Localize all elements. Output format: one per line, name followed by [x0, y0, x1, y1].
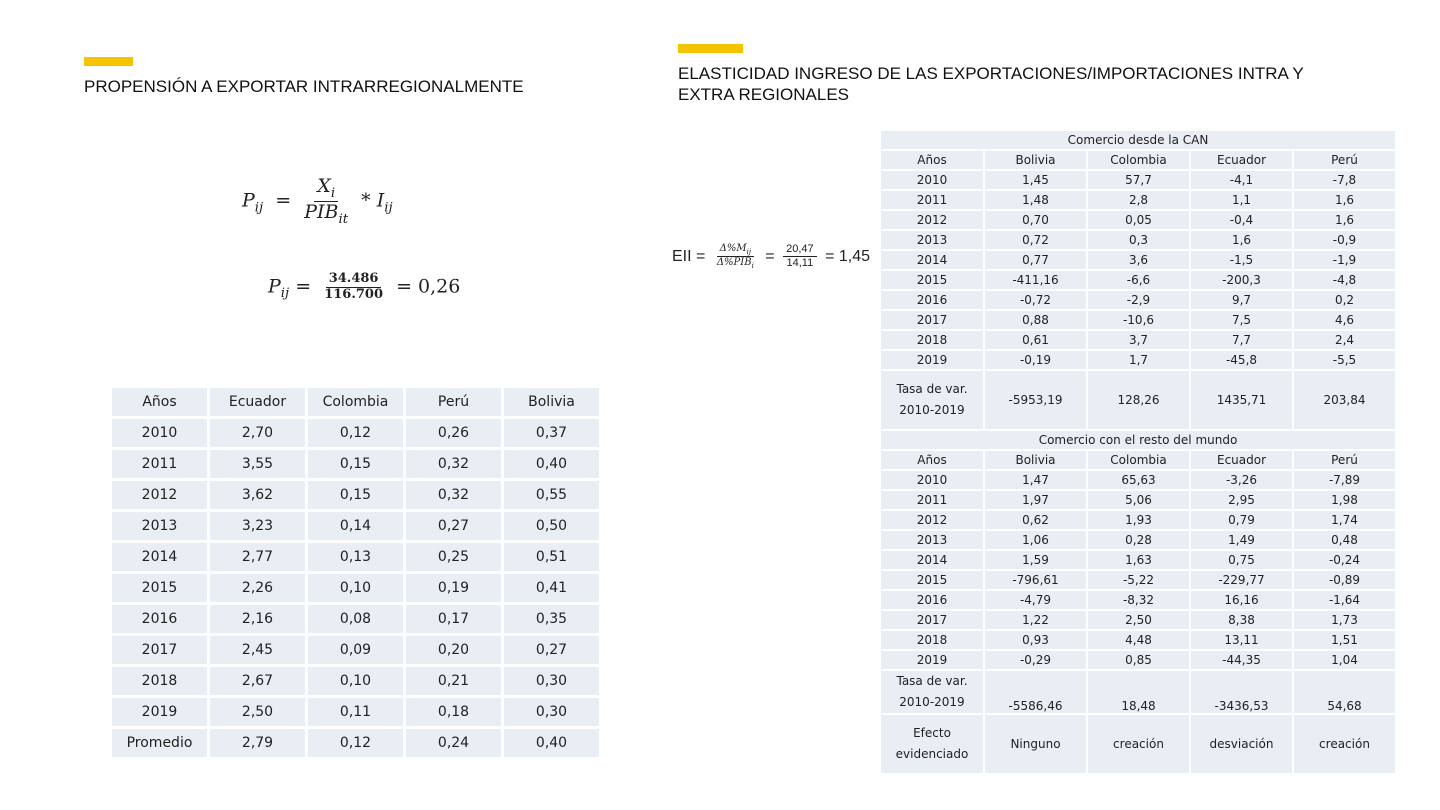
- table-cell: 2016: [112, 605, 207, 633]
- table-cell: 2011: [881, 491, 983, 509]
- table-row: [881, 231, 1395, 249]
- table-cell: 0,17: [406, 605, 501, 633]
- table-row: [112, 667, 599, 695]
- efecto-row-value: desviación: [1191, 715, 1292, 773]
- header-cell: Perú: [1294, 151, 1395, 169]
- table-row: [881, 511, 1395, 529]
- table-cell: 2,95: [1191, 491, 1292, 509]
- table-cell: -0,4: [1191, 211, 1292, 229]
- efecto-row-value: creación: [1294, 715, 1395, 773]
- elasticity-values-den: 14,11: [786, 257, 814, 270]
- table-cell: 0,24: [406, 729, 501, 757]
- table-row: [881, 571, 1395, 589]
- table-cell: 2,70: [210, 419, 305, 447]
- table-row: [881, 631, 1395, 649]
- header-cell: Ecuador: [1191, 451, 1292, 469]
- table-row: [112, 450, 599, 478]
- table-cell: 16,16: [1191, 591, 1292, 609]
- result-value: = 0,26: [396, 275, 461, 298]
- table-cell: -5,5: [1294, 351, 1395, 369]
- table-cell: -0,9: [1294, 231, 1395, 249]
- result-lhs: P: [268, 275, 281, 298]
- header-cell: Colombia: [1088, 451, 1189, 469]
- formula-lhs: P: [242, 189, 255, 212]
- formula-fraction: [301, 176, 351, 227]
- table-cell: -1,5: [1191, 251, 1292, 269]
- table-cell: 0,2: [1294, 291, 1395, 309]
- formula-lhs-sub: ij: [254, 200, 264, 216]
- table-cell: -2,9: [1088, 291, 1189, 309]
- table-row: [881, 471, 1395, 489]
- header-cell: Bolivia: [985, 151, 1086, 169]
- table-cell: 2012: [881, 211, 983, 229]
- table-cell: 0,30: [504, 698, 599, 726]
- table-row: [881, 331, 1395, 349]
- tasa-row-label: [881, 371, 983, 429]
- table-row: [881, 171, 1395, 189]
- table-cell: 2,50: [1088, 611, 1189, 629]
- table-row: [112, 543, 599, 571]
- table-cell: -6,6: [1088, 271, 1189, 289]
- section-title-mundo-row: [881, 431, 1395, 449]
- table-row: [112, 729, 599, 757]
- table-cell: 2016: [881, 291, 983, 309]
- table-cell: 0,18: [406, 698, 501, 726]
- table-cell: 2017: [112, 636, 207, 664]
- table-cell: 0,30: [504, 667, 599, 695]
- elasticity-lhs: EII =: [672, 247, 706, 265]
- table-cell: 5,06: [1088, 491, 1189, 509]
- tasa-row: [881, 371, 1395, 429]
- table-cell: 4,48: [1088, 631, 1189, 649]
- table-cell: 1,6: [1191, 231, 1292, 249]
- table-cell: 0,14: [308, 512, 403, 540]
- table-cell: 2014: [881, 551, 983, 569]
- table-cell: 1,73: [1294, 611, 1395, 629]
- tasa-row-label: [881, 671, 983, 713]
- table-cell: 0,10: [308, 574, 403, 602]
- table-cell: 0,15: [308, 450, 403, 478]
- table-cell: -10,6: [1088, 311, 1189, 329]
- elasticity-values-fraction: [783, 243, 817, 269]
- table-cell: 13,11: [1191, 631, 1292, 649]
- table-cell: -0,72: [985, 291, 1086, 309]
- table-cell: 0,55: [504, 481, 599, 509]
- table-cell: -200,3: [1191, 271, 1292, 289]
- table-cell: 1,98: [1294, 491, 1395, 509]
- table-cell: -45,8: [1191, 351, 1292, 369]
- label-line: Tasa de var.: [896, 382, 968, 396]
- elasticity-values-num: 20,47: [783, 243, 817, 257]
- table-cell: 0,72: [985, 231, 1086, 249]
- elasticity-eq: =: [765, 247, 775, 265]
- table-row: [881, 531, 1395, 549]
- table-cell: 7,7: [1191, 331, 1292, 349]
- table-cell: -0,89: [1294, 571, 1395, 589]
- table-cell: 0,12: [308, 419, 403, 447]
- table-cell: 2018: [112, 667, 207, 695]
- label-line: 2010-2019: [899, 403, 965, 417]
- table-cell: 2,8: [1088, 191, 1189, 209]
- table-cell: 0,62: [985, 511, 1086, 529]
- elasticity-numerator: $\Delta\%M_{ij}$: [717, 243, 754, 257]
- table-cell: 3,7: [1088, 331, 1189, 349]
- table-cell: 2013: [112, 512, 207, 540]
- header-cell: Bolivia: [985, 451, 1086, 469]
- table-cell: 1,45: [985, 171, 1086, 189]
- table-cell: 2012: [112, 481, 207, 509]
- table-cell: 0,25: [406, 543, 501, 571]
- table-cell: 1,6: [1294, 191, 1395, 209]
- propension-result-formula: [268, 272, 460, 303]
- table-cell: -1,64: [1294, 591, 1395, 609]
- table-cell: 0,32: [406, 481, 501, 509]
- table-cell: 1,04: [1294, 651, 1395, 669]
- label-line: 2010-2019: [899, 695, 965, 709]
- table-cell: 0,09: [308, 636, 403, 664]
- table-header-row: [881, 151, 1395, 169]
- header-cell: Perú: [406, 388, 501, 416]
- table-cell: 0,61: [985, 331, 1086, 349]
- table-cell: 2011: [881, 191, 983, 209]
- table-cell: -0,19: [985, 351, 1086, 369]
- table-row: [881, 611, 1395, 629]
- table-row: [881, 551, 1395, 569]
- table-cell: 8,38: [1191, 611, 1292, 629]
- table-cell: 1,47: [985, 471, 1086, 489]
- table-cell: 2019: [881, 651, 983, 669]
- table-row: [881, 271, 1395, 289]
- table-cell: 0,28: [1088, 531, 1189, 549]
- tasa-row-value: -3436,53: [1191, 671, 1292, 713]
- result-denominator: 116.700: [324, 286, 384, 302]
- table-cell: 2015: [881, 571, 983, 589]
- table-cell: 2019: [112, 698, 207, 726]
- table-cell: 9,7: [1191, 291, 1292, 309]
- table-row: [112, 636, 599, 664]
- table-cell: 2018: [881, 331, 983, 349]
- table-cell: 2017: [881, 611, 983, 629]
- header-cell: Ecuador: [1191, 151, 1292, 169]
- table-header-row: [881, 451, 1395, 469]
- header-cell: Años: [881, 151, 983, 169]
- tasa-row: [881, 671, 1395, 713]
- table-cell: -3,26: [1191, 471, 1292, 489]
- table-cell: 2,4: [1294, 331, 1395, 349]
- table-cell: 0,93: [985, 631, 1086, 649]
- table-cell: -4,1: [1191, 171, 1292, 189]
- table-cell: 57,7: [1088, 171, 1189, 189]
- table-cell: 3,62: [210, 481, 305, 509]
- table-cell: 2018: [881, 631, 983, 649]
- table-cell: -411,16: [985, 271, 1086, 289]
- table-cell: -4,79: [985, 591, 1086, 609]
- right-title-line1: ELASTICIDAD INGRESO DE LAS EXPORTACIONES/IMPORTACIONES INTRA Y: [678, 64, 1304, 83]
- table-cell: 2,50: [210, 698, 305, 726]
- table-cell: 1,74: [1294, 511, 1395, 529]
- table-cell: 0,21: [406, 667, 501, 695]
- table-row: [112, 698, 599, 726]
- table-cell: 0,35: [504, 605, 599, 633]
- table-row: [881, 651, 1395, 669]
- table-cell: 1,48: [985, 191, 1086, 209]
- table-cell: -1,9: [1294, 251, 1395, 269]
- tasa-row-value: 128,26: [1088, 371, 1189, 429]
- table-cell: 0,19: [406, 574, 501, 602]
- table-cell: 0,40: [504, 729, 599, 757]
- table-cell: 2017: [881, 311, 983, 329]
- table-cell: 2010: [881, 171, 983, 189]
- formula-times-sub: ij: [384, 200, 393, 216]
- table-cell: 0,48: [1294, 531, 1395, 549]
- table-cell: 2,16: [210, 605, 305, 633]
- header-cell: Ecuador: [210, 388, 305, 416]
- efecto-row-value: Ninguno: [985, 715, 1086, 773]
- result-eq: =: [295, 275, 312, 298]
- table-cell: 3,55: [210, 450, 305, 478]
- table-cell: 0,3: [1088, 231, 1189, 249]
- table-row: [112, 481, 599, 509]
- tasa-row-value: 18,48: [1088, 671, 1189, 713]
- table-cell: 2,26: [210, 574, 305, 602]
- table-row: [881, 191, 1395, 209]
- table-row: [112, 574, 599, 602]
- header-cell: Colombia: [308, 388, 403, 416]
- label-line: evidenciado: [895, 747, 969, 761]
- table-row: [112, 512, 599, 540]
- table-cell: -8,32: [1088, 591, 1189, 609]
- table-cell: 2019: [881, 351, 983, 369]
- table-cell: 7,5: [1191, 311, 1292, 329]
- table-cell: 1,63: [1088, 551, 1189, 569]
- table-cell: 0,15: [308, 481, 403, 509]
- table-cell: -5,22: [1088, 571, 1189, 589]
- tasa-row-value: 1435,71: [1191, 371, 1292, 429]
- formula-numerator: $X_i$: [314, 176, 338, 202]
- header-cell: Bolivia: [504, 388, 599, 416]
- table-cell: 2,79: [210, 729, 305, 757]
- table-cell: 0,08: [308, 605, 403, 633]
- result-numerator: 34.486: [326, 272, 382, 288]
- table-cell: 1,97: [985, 491, 1086, 509]
- table-cell: 2010: [112, 419, 207, 447]
- table-cell: -44,35: [1191, 651, 1292, 669]
- table-cell: 3,23: [210, 512, 305, 540]
- table-cell: 0,20: [406, 636, 501, 664]
- result-fraction: [321, 272, 386, 303]
- header-cell: Perú: [1294, 451, 1395, 469]
- result-lhs-sub: ij: [280, 286, 290, 302]
- table-cell: -7,8: [1294, 171, 1395, 189]
- right-accent-bar: [678, 44, 743, 53]
- formula-denominator: $PIB_{it}$: [304, 201, 349, 227]
- efecto-row-value: creación: [1088, 715, 1189, 773]
- table-cell: 0,37: [504, 419, 599, 447]
- tasa-row-value: -5586,46: [985, 671, 1086, 713]
- efecto-row: [881, 715, 1395, 773]
- table-cell: 0,41: [504, 574, 599, 602]
- right-section-title: [678, 63, 1304, 105]
- table-cell: -229,77: [1191, 571, 1292, 589]
- table-cell: 1,93: [1088, 511, 1189, 529]
- table-cell: -0,24: [1294, 551, 1395, 569]
- table-cell: 2012: [881, 511, 983, 529]
- table-cell: 0,11: [308, 698, 403, 726]
- efecto-row-label: [881, 715, 983, 773]
- table-cell: 0,51: [504, 543, 599, 571]
- table-cell: 1,06: [985, 531, 1086, 549]
- table-cell: 1,49: [1191, 531, 1292, 549]
- table-cell: -7,89: [1294, 471, 1395, 489]
- formula-times: * I: [361, 189, 385, 212]
- table-cell: 0,32: [406, 450, 501, 478]
- label-line: Efecto: [913, 726, 951, 740]
- table-row: [881, 211, 1395, 229]
- table-row: [881, 491, 1395, 509]
- table-cell: 3,6: [1088, 251, 1189, 269]
- propension-table: [109, 385, 602, 760]
- table-cell: 2015: [881, 271, 983, 289]
- table-cell: 0,70: [985, 211, 1086, 229]
- table-row: [881, 251, 1395, 269]
- table-cell: 1,1: [1191, 191, 1292, 209]
- table-cell: 0,26: [406, 419, 501, 447]
- table-cell: 0,12: [308, 729, 403, 757]
- table-row: [112, 419, 599, 447]
- table-cell: 0,27: [504, 636, 599, 664]
- table-cell: 2013: [881, 531, 983, 549]
- table-cell: 2016: [881, 591, 983, 609]
- formula-eq: =: [269, 189, 292, 212]
- table-cell: 4,6: [1294, 311, 1395, 329]
- table-cell: 0,40: [504, 450, 599, 478]
- section-title-can-row: [881, 131, 1395, 149]
- propension-formula: [242, 176, 393, 227]
- table-cell: 65,63: [1088, 471, 1189, 489]
- table-cell: 0,05: [1088, 211, 1189, 229]
- header-cell: Años: [881, 451, 983, 469]
- table-cell: -0,29: [985, 651, 1086, 669]
- table-cell: -4,8: [1294, 271, 1395, 289]
- table-cell: Promedio: [112, 729, 207, 757]
- table-cell: 0,77: [985, 251, 1086, 269]
- table-cell: 0,79: [1191, 511, 1292, 529]
- tasa-row-value: -5953,19: [985, 371, 1086, 429]
- table-cell: 2015: [112, 574, 207, 602]
- table-cell: 2013: [881, 231, 983, 249]
- right-title-line2: EXTRA REGIONALES: [678, 85, 849, 104]
- table-cell: 2014: [112, 543, 207, 571]
- table-header-row: [112, 388, 599, 416]
- elasticity-result: = 1,45: [825, 247, 870, 265]
- table-cell: 2014: [881, 251, 983, 269]
- elasticity-table: [879, 129, 1397, 775]
- table-cell: 0,27: [406, 512, 501, 540]
- table-cell: 1,6: [1294, 211, 1395, 229]
- table-cell: 0,85: [1088, 651, 1189, 669]
- table-cell: 2,45: [210, 636, 305, 664]
- table-cell: 1,51: [1294, 631, 1395, 649]
- section-title-mundo: Comercio con el resto del mundo: [881, 431, 1395, 449]
- table-cell: 0,10: [308, 667, 403, 695]
- table-cell: 0,13: [308, 543, 403, 571]
- table-cell: 1,7: [1088, 351, 1189, 369]
- table-cell: 2,67: [210, 667, 305, 695]
- table-row: [881, 311, 1395, 329]
- table-row: [881, 291, 1395, 309]
- table-row: [881, 351, 1395, 369]
- elasticity-formula: [672, 243, 870, 270]
- header-cell: Colombia: [1088, 151, 1189, 169]
- table-cell: -796,61: [985, 571, 1086, 589]
- table-cell: 0,50: [504, 512, 599, 540]
- table-cell: 1,22: [985, 611, 1086, 629]
- table-row: [881, 591, 1395, 609]
- left-accent-bar: [84, 57, 133, 66]
- table-cell: 2010: [881, 471, 983, 489]
- elasticity-denominator: $\Delta\%PIB_i$: [716, 257, 754, 271]
- elasticity-fraction: [714, 243, 757, 270]
- table-cell: 0,88: [985, 311, 1086, 329]
- table-cell: 2011: [112, 450, 207, 478]
- left-section-title: PROPENSIÓN A EXPORTAR INTRARREGIONALMENTE: [84, 77, 524, 96]
- table-cell: 0,75: [1191, 551, 1292, 569]
- table-cell: 1,59: [985, 551, 1086, 569]
- section-title-can: Comercio desde la CAN: [881, 131, 1395, 149]
- header-cell: Años: [112, 388, 207, 416]
- label-line: Tasa de var.: [896, 674, 968, 688]
- tasa-row-value: 54,68: [1294, 671, 1395, 713]
- table-row: [112, 605, 599, 633]
- tasa-row-value: 203,84: [1294, 371, 1395, 429]
- table-cell: 2,77: [210, 543, 305, 571]
